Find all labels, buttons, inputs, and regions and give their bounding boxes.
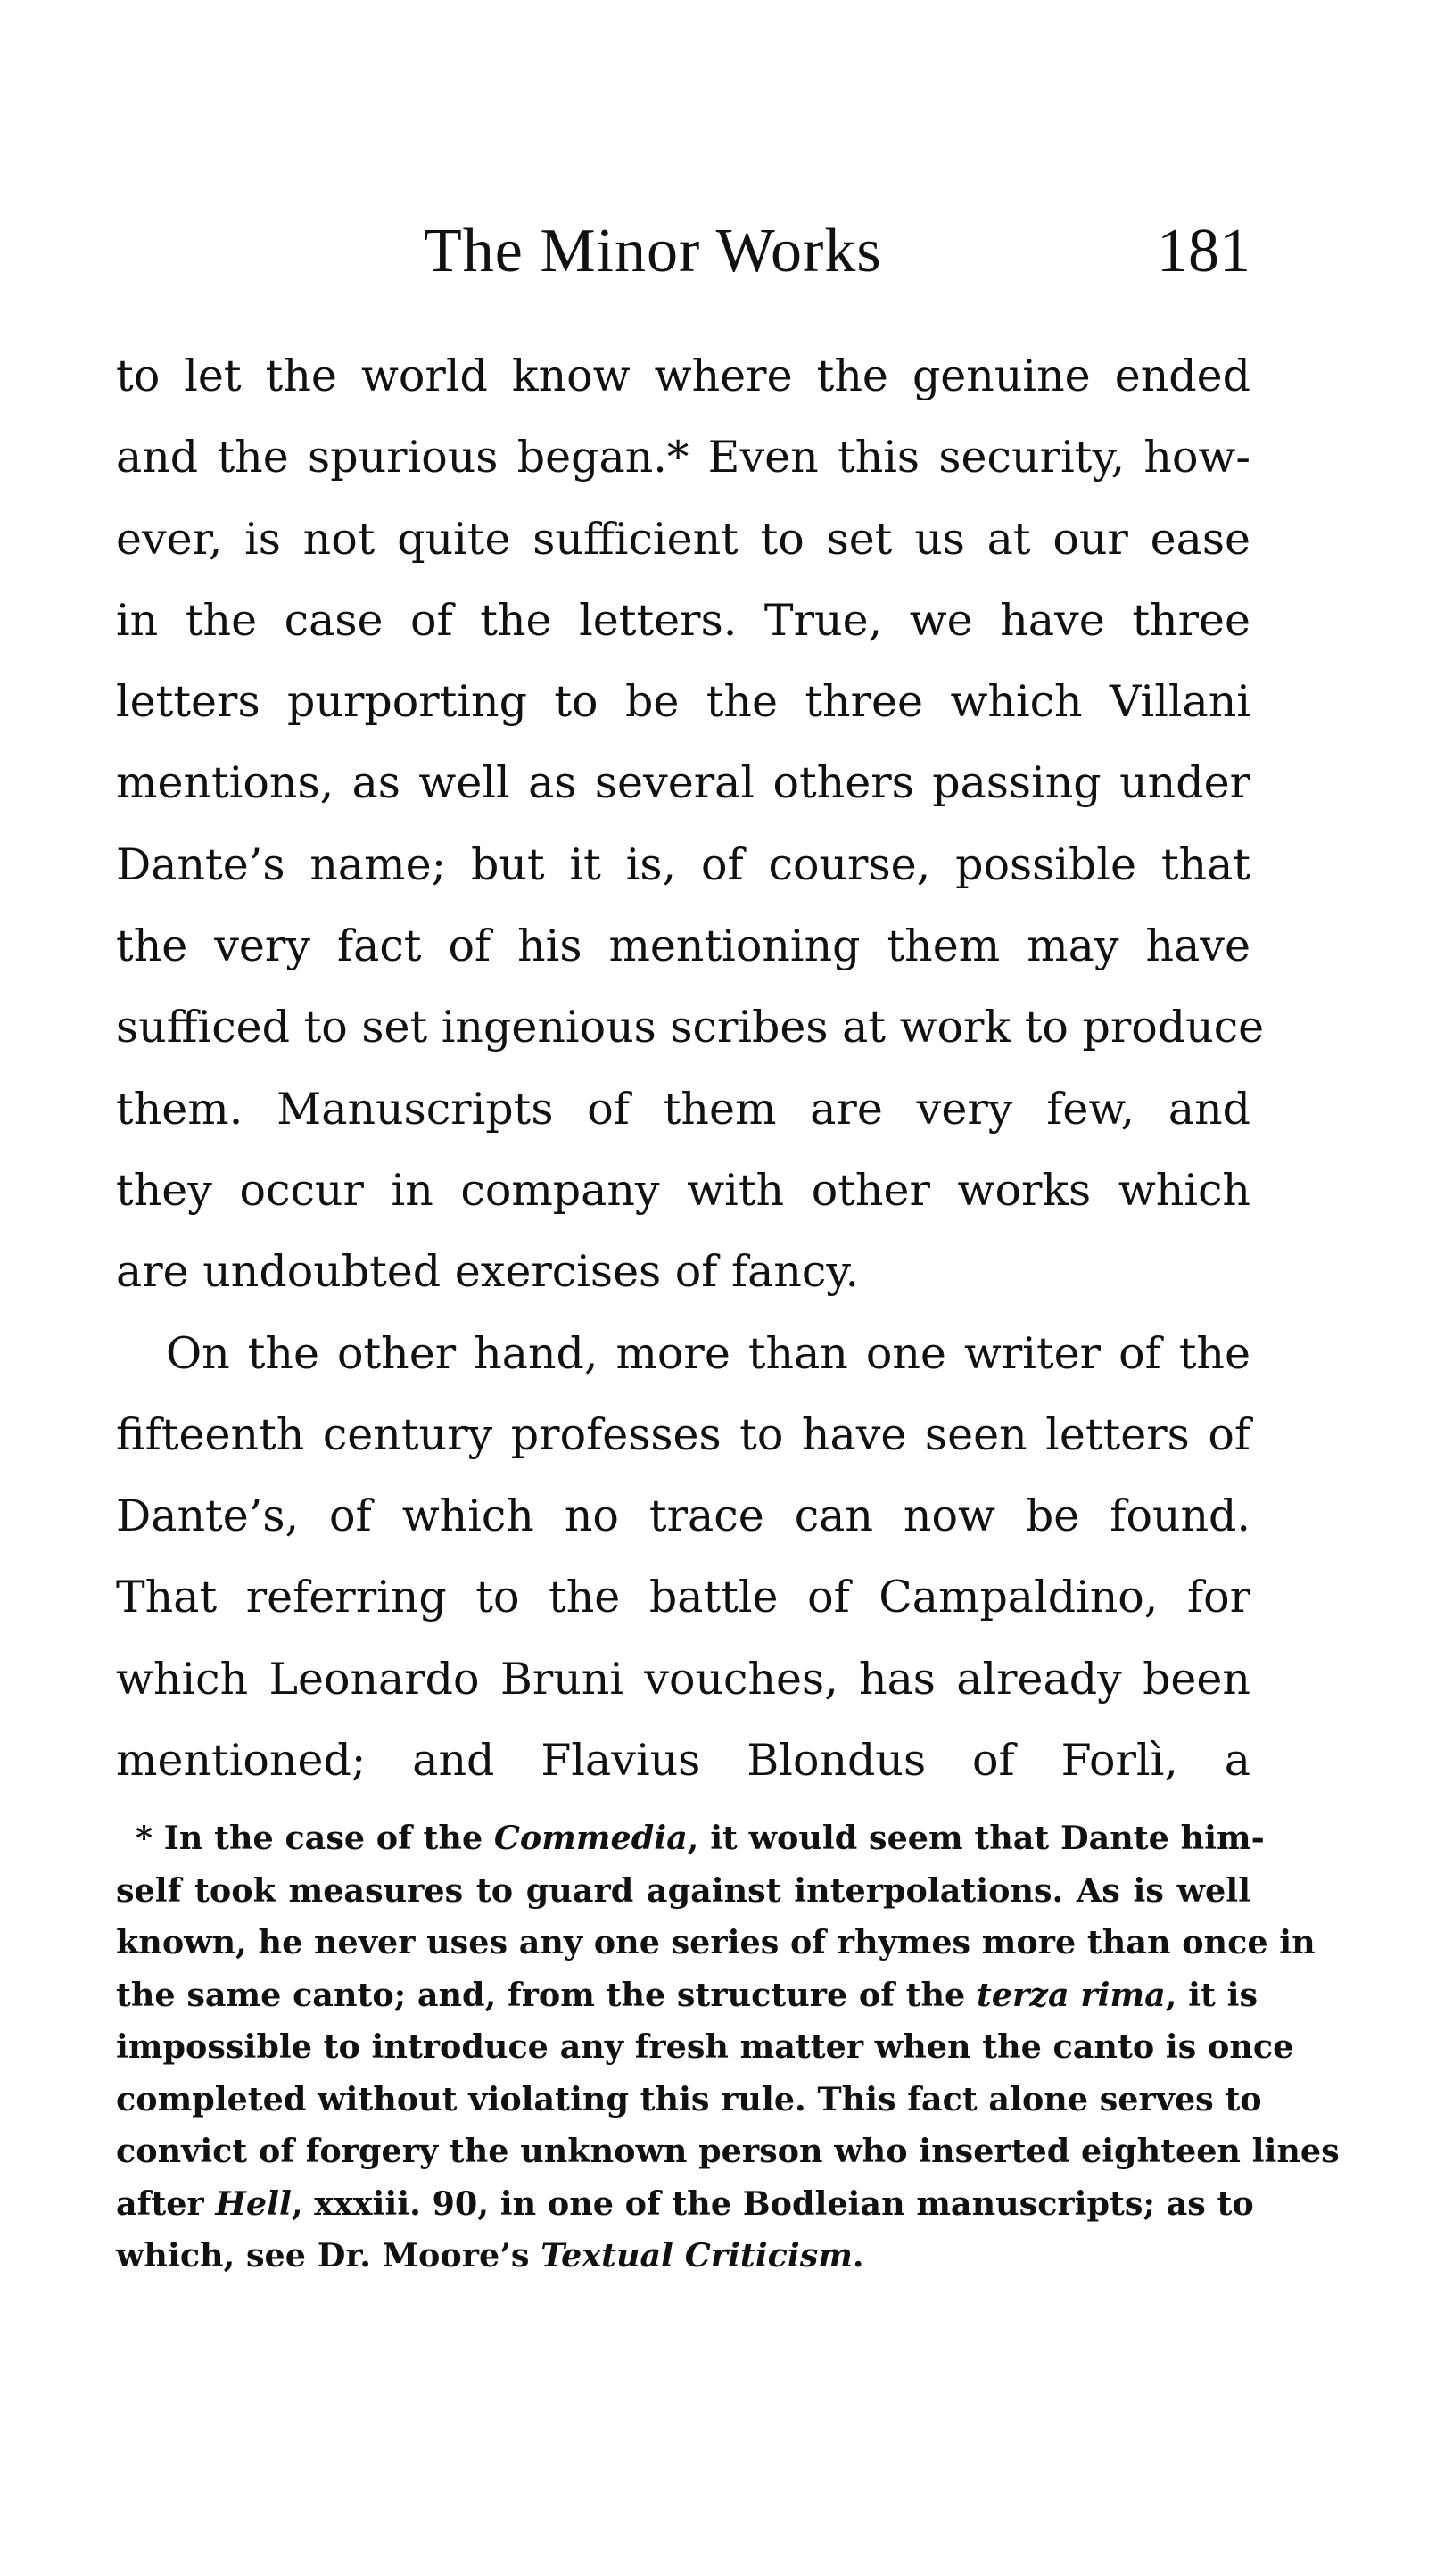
footnote-italic: terza rima (976, 1975, 1166, 2014)
footnote-line: convict of forgery the unknown person who inserted eighteen lines (116, 2132, 1340, 2170)
text-line: ever, is not quite sufficient to set us at our ease (116, 513, 1250, 565)
text-line: are undoubted exercises of fancy. (116, 1246, 860, 1298)
running-title: The Minor Works (424, 217, 882, 285)
footnote-text: the same canto; and, from the structure of the (116, 1975, 977, 2014)
text-line: sufficed to set ingenious scribes at work to produce (116, 1002, 1265, 1053)
footnote-line: known, he never uses any one series of rhymes more than once in (116, 1923, 1316, 1961)
body-text (116, 335, 1265, 1801)
footnote-text: , it is (1165, 1975, 1258, 2014)
footnote (116, 1812, 1340, 2283)
running-head (116, 216, 1250, 287)
footnote-text: which, see Dr. Moore’s (116, 2236, 541, 2275)
text-line: the very fact of his mentioning them may have (116, 921, 1250, 972)
footnote-text: . (852, 2236, 864, 2275)
footnote-text: , it would seem that Dante him- (687, 1819, 1265, 1857)
footnote-line: self took measures to guard against interpolations. As is well (116, 1870, 1250, 1910)
footnote-line (116, 2230, 1250, 2283)
footnote-italic: Textual Criticism (541, 2236, 853, 2275)
footnote-line (116, 2178, 1254, 2231)
footnote-line: impossible to introduce any fresh matter when the canto is once (116, 2027, 1294, 2066)
text-line: them. Manuscripts of them are very few, and (116, 1083, 1250, 1135)
footnote-line (116, 1969, 1258, 2022)
text-line: in the case of the letters. True, we have three (116, 594, 1250, 646)
text-line: to let the world know where the genuine ended (116, 351, 1250, 401)
text-line: letters purporting to be the three which Villani (116, 676, 1250, 728)
text-line: Dante’s, of which no trace can now be found. (116, 1490, 1250, 1542)
footnote-text: , xxxiii. 90, in one of the Bodleian manuscripts; as to (291, 2184, 1254, 2223)
text-line: they occur in company with other works which (116, 1164, 1250, 1216)
text-line: mentioned; and Flavius Blondus of Forlì, a (116, 1735, 1250, 1787)
text-line: That referring to the battle of Campaldino, for (116, 1572, 1250, 1623)
text-line: Dante’s name; but it is, of course, possible that (116, 838, 1250, 890)
text-line: mentions, as well as several others passing under (116, 757, 1250, 809)
text-line: On the other hand, more than one writer of the (166, 1327, 1250, 1379)
footnote-text: after (116, 2184, 216, 2223)
footnote-line: completed without violating this rule. This fact alone serves to (116, 2079, 1262, 2118)
footnote-italic: Commedia (493, 1819, 688, 1857)
page-number: 181 (1157, 217, 1250, 285)
footnote-italic: Hell (215, 2184, 292, 2223)
text-line: which Leonardo Bruni vouches, has already been (116, 1653, 1250, 1705)
footnote-text: * In the case of the (136, 1819, 494, 1857)
footnote-line (116, 1812, 1265, 1865)
text-line: and the spurious began.* Even this security, how- (116, 432, 1250, 483)
text-line: fifteenth century professes to have seen letters of (116, 1408, 1250, 1460)
